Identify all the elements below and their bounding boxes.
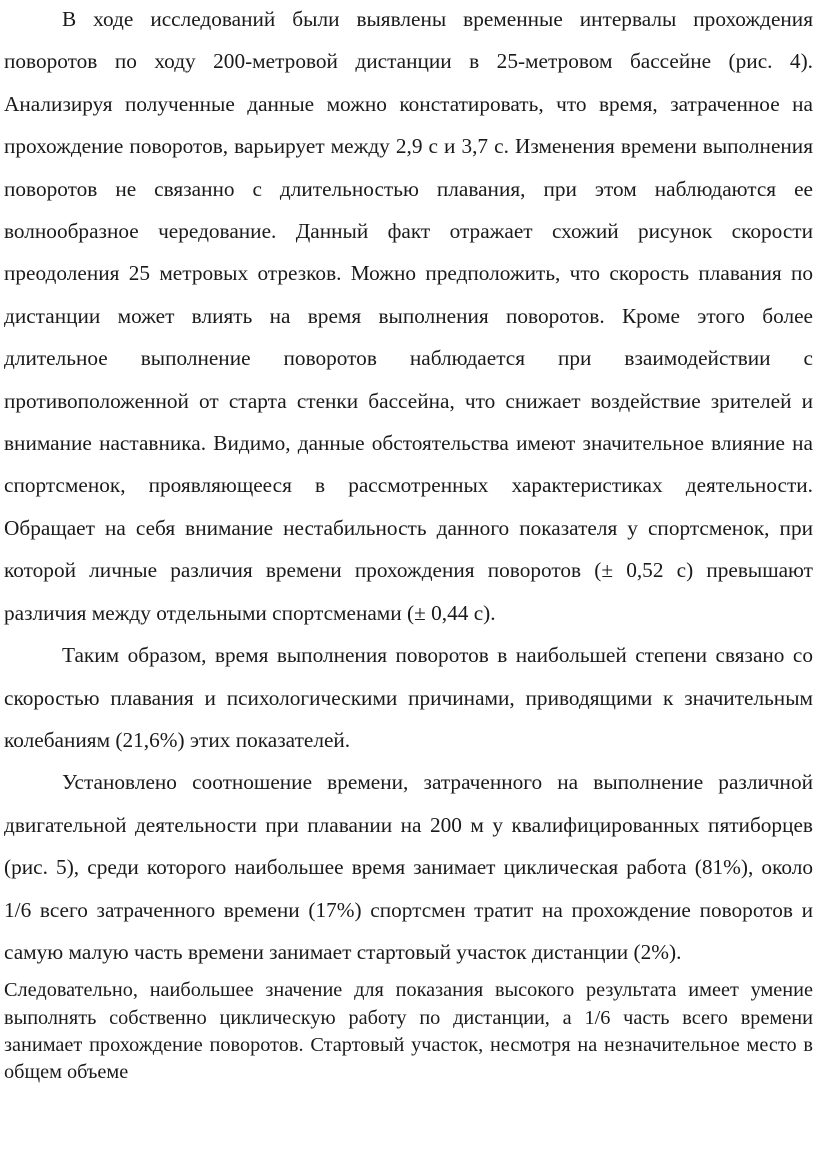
paragraph-turn-intervals: В ходе исследований были выявлены временные интервалы прохождения поворотов по ходу 200-метровой дистанции в 25-метровом бассейне (рис. 4). Анализируя полученные данные можно констатировать, что время, затраченное на прохождение поворотов, варьирует между 2,9 с и 3,7 с. Изменения времени выполнения поворотов не связанно с длительностью плавания, при этом наблюдаются ее волнообразное чередование. Данный факт отражает схожий рисунок скорости преодоления 25 метровых отрезков. Можно предположить, что скорость плавания по дистанции может влиять на время выполнения поворотов. Кроме этого более длительное выполнение поворотов наблюдается при взаимодействии с противоположенной от старта стенки бассейна, что снижает воздействие зрителей и внимание наставника. Видимо, данные обстоятельства имеют значительное влияние на спортсменок, проявляющееся в рассмотренных характеристиках деятельности. Обращает на себя внимание нестабильность данного показателя у спортсменок, при которой личные различия времени прохождения поворотов (± 0,52 с) превышают различия между отдельными спортсменами (± 0,44 с).: [4, 7, 813, 625]
paragraph-consequently: Следовательно, наибольшее значение для показания высокого результата имеет умение выполнять собственно циклическую работу по дистанции, а 1/6 часть всего времени занимает прохождение поворотов. Стартовый участок, несмотря на незначительное место в общем объеме: [4, 979, 813, 1084]
paragraph-conclusion: Таким образом, время выполнения поворотов в наибольшей степени связано со скоростью плавания и психологическими причинами, приводящими к значительным колебаниям (21,6%) этих показателей.: [4, 643, 813, 752]
paragraph-time-ratio: Установлено соотношение времени, затраченного на выполнение различной двигательной деятельности при плавании на 200 м у квалифицированных пятиборцев (рис. 5), среди которого наибольшее время занимает циклическая работа (81%), около 1/6 всего затраченного времени (17%) спортсмен тратит на прохождение поворотов и самую малую часть времени занимает стартовый участок дистанции (2%).: [4, 770, 813, 964]
